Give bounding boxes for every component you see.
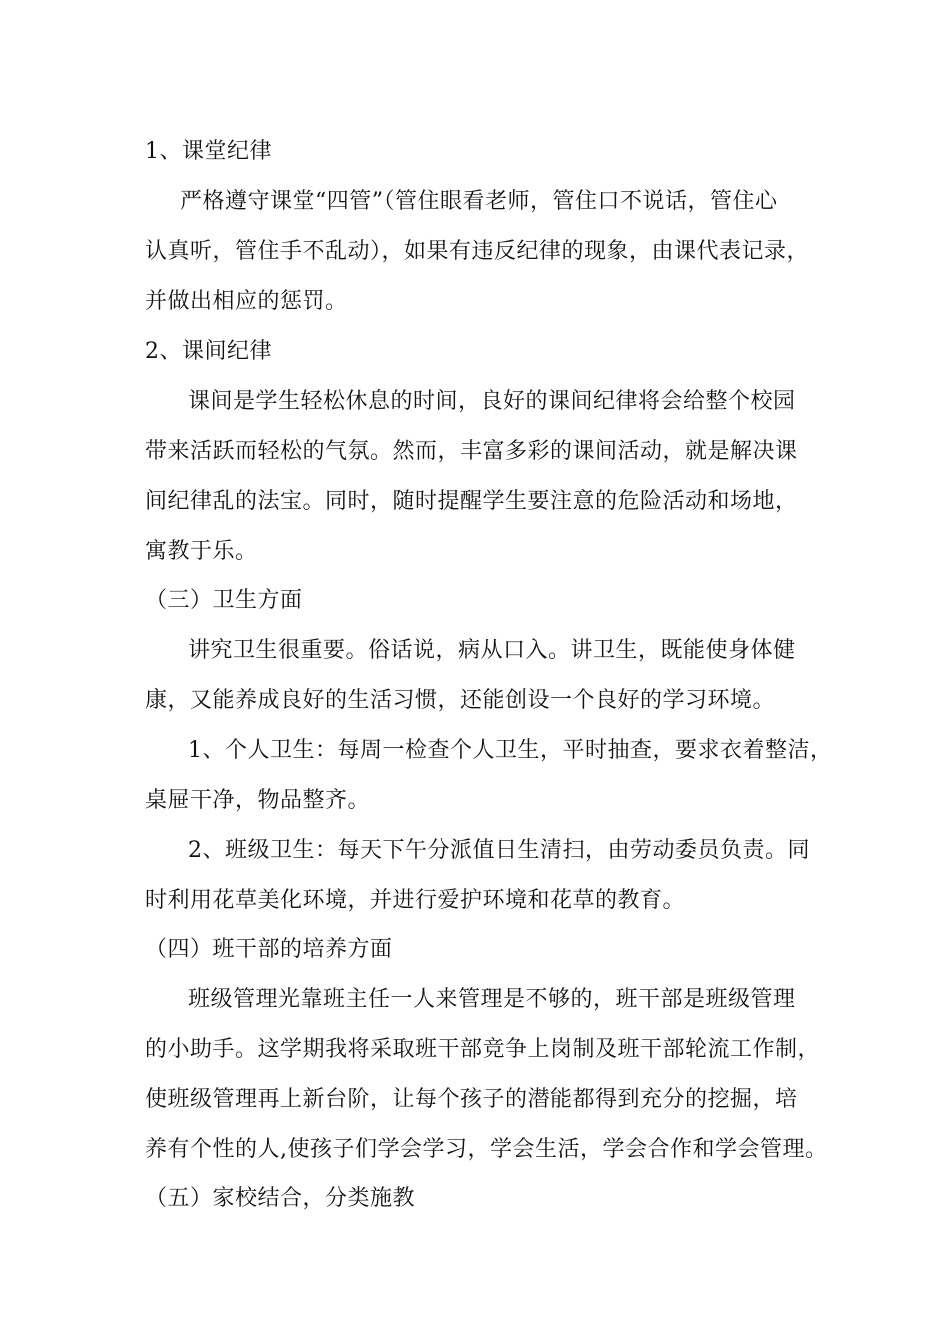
paragraph-line: 讲究卫生很重要。俗话说，病从口入。讲卫生，既能使身体健: [188, 638, 796, 663]
paragraph-line: 寓教于乐。: [145, 539, 258, 564]
paragraph-line: 间纪律乱的法宝。同时，随时提醒学生要注意的危险活动和场地，: [145, 489, 798, 514]
paragraph-line: 1、个人卫生：每周一检查个人卫生，平时抽查，要求衣着整洁，: [188, 738, 833, 763]
paragraph-line: 严格遵守课堂“四管”（管住眼看老师，管住口不说话，管住心: [180, 189, 778, 214]
paragraph-line: 课间是学生轻松休息的时间，良好的课间纪律将会给整个校园: [188, 389, 796, 414]
paragraph-line: 并做出相应的惩罚。: [145, 289, 348, 314]
paragraph-line: 的小助手。这学期我将采取班干部竞争上岗制及班干部轮流工作制，: [145, 1037, 821, 1062]
heading-recess-discipline: 2、课间纪律: [145, 339, 272, 364]
paragraph-line: 时利用花草美化环境，并进行爱护环境和花草的教育。: [145, 888, 686, 913]
paragraph-line: 带来活跃而轻松的气氛。然而，丰富多彩的课间活动，就是解决课: [145, 439, 798, 464]
paragraph-line: 班级管理光靠班主任一人来管理是不够的，班干部是班级管理: [188, 987, 796, 1012]
paragraph-line: 使班级管理再上新台阶，让每个孩子的潜能都得到充分的挖掘，培: [145, 1087, 798, 1112]
heading-hygiene: （三）卫生方面: [145, 588, 303, 613]
heading-class-cadre-training: （四）班干部的培养方面: [145, 937, 393, 962]
paragraph-line: 康，又能养成良好的生活习惯，还能创设一个良好的学习环境。: [145, 688, 776, 713]
paragraph-line: 2、班级卫生：每天下午分派值日生清扫，由劳动委员负责。同: [188, 838, 810, 863]
heading-home-school-cooperation: （五）家校结合，分类施教: [145, 1186, 416, 1211]
paragraph-line: 桌屉干净，物品整齐。: [145, 788, 371, 813]
heading-classroom-discipline: 1、课堂纪律: [145, 139, 272, 164]
paragraph-line: 认真听，管住手不乱动），如果有违反纪律的现象，由课代表记录，: [145, 239, 810, 264]
paragraph-line: 养有个性的人,使孩子们学会学习，学会生活，学会合作和学会管理。: [145, 1137, 828, 1162]
